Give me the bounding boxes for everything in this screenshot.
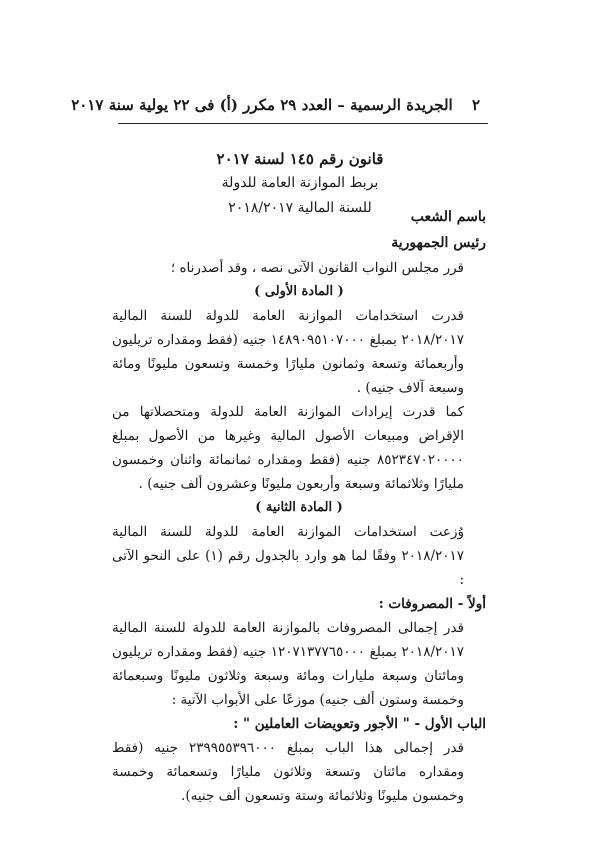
document-body xyxy=(112,204,486,808)
president-heading: رئيس الجمهورية xyxy=(391,235,486,251)
chapter-1-paragraph: قدر إجمالى هذا الباب بمبلغ ٢٣٩٩٥٥٣٩٦٠٠٠ جنيه (فقط ومقداره مائتان وتسعة وثلاثون مليارًا وتسعمائة وخمسة وخمسون مليونًا وثلاثمائة وستة وتسعون ألف جنيه). xyxy=(112,740,464,804)
law-subtitle: بربط الموازنة العامة للدولة xyxy=(221,175,379,191)
decree-line: قرر مجلس النواب القانون الآتى نصه ، وقد أصدرناه ؛ xyxy=(170,260,464,276)
page-number: ٢ xyxy=(471,96,480,114)
expenses-heading: أولاً - المصروفات : xyxy=(378,596,486,612)
law-fiscal-year: للسنة المالية ٢٠١٨/٢٠١٧ xyxy=(228,200,372,216)
article-1-paragraph-1: قدرت استخدامات الموازنة العامة للدولة للسنة المالية ٢٠١٨/٢٠١٧ بمبلغ ١٤٨٩٠٩٥١٠٧٠٠٠ جنيه (فقط ومقداره تريليون وأربعمائة وتسعة وثمانون مليارًا وخمسة وتسعون مليونًا ومائة وسبعة آلاف جنيه) . xyxy=(112,308,464,396)
law-title: قانون رقم ١٤٥ لسنة ٢٠١٧ xyxy=(216,150,384,168)
header-text: الجريدة الرسمية – العدد ٢٩ مكرر (أ) فى ٢٢ يولية سنة ٢٠١٧ xyxy=(71,96,453,114)
header-rule xyxy=(118,123,488,124)
in-name-of-people: باسم الشعب xyxy=(410,209,486,225)
article-2-heading: ( المادة الثانية ) xyxy=(255,500,343,515)
expenses-paragraph: قدر إجمالى المصروفات بالموازنة العامة للدولة للسنة المالية ٢٠١٨/٢٠١٧ بمبلغ ١٢٠٧١٣٧٧٦٥٠٠٠ جنيه (فقط ومقداره تريليون ومائتان وسبعة مليارات ومائة وسبعة وثلاثون مليونًا وسبعمائة وخمسة وستون ألف جنيه) موزعًا على الأبواب الآتية : xyxy=(112,620,464,708)
gazette-header xyxy=(71,96,480,114)
chapter-1-heading: الباب الأول - " الأجور وتعويضات العاملين " : xyxy=(233,716,486,732)
article-1-heading: ( المادة الأولى ) xyxy=(254,284,344,299)
article-2-paragraph: وُزعت استخدامات الموازنة العامة للدولة للسنة المالية ٢٠١٨/٢٠١٧ وفقًا لما هو وارد بالجدول رقم (١) على النحو الآتى : xyxy=(112,524,464,588)
article-1-paragraph-2: كما قدرت إيرادات الموازنة العامة للدولة ومتحصلاتها من الإقراض ومبيعات الأصول المالية وغيرها من الأصول بمبلغ ٨٥٢٣٤٧٠٢٠٠٠٠ جنيه (فقط ومقداره ثمانمائة واثنان وخمسون مليارًا وثلاثمائة وسبعة وأربعون مليونًا وعشرون ألف جنيه) . xyxy=(112,404,464,492)
